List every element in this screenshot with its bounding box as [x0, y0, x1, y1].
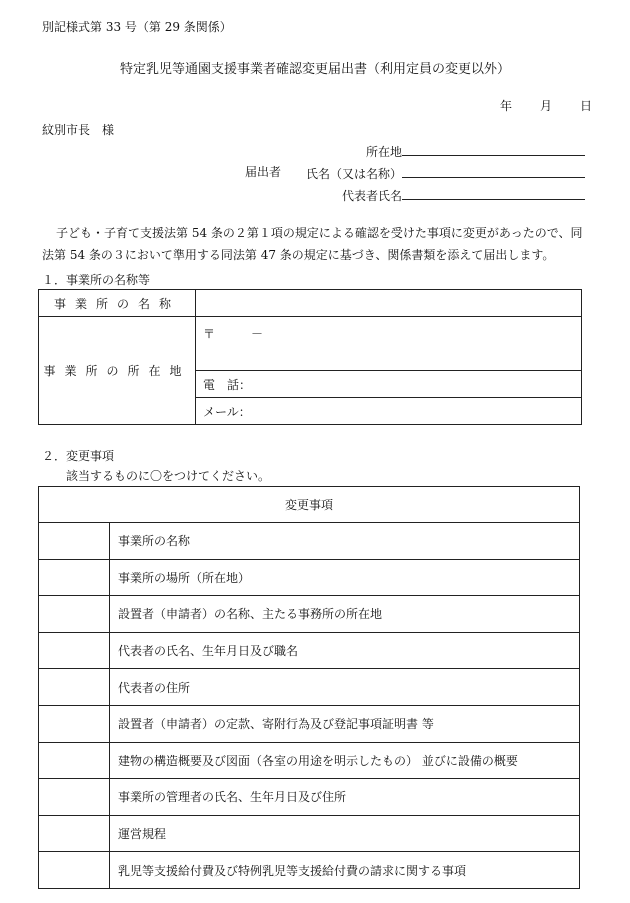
- change-item-label: 運営規程: [110, 815, 580, 852]
- change-item-label: 事業所の場所（所在地）: [110, 559, 580, 596]
- applicant-name-row: [306, 163, 585, 182]
- change-item-mark-cell[interactable]: [39, 852, 110, 889]
- applicant-address-row: [366, 141, 585, 160]
- change-item-row: [39, 705, 580, 742]
- section1-heading: １．事業所の名称等: [42, 273, 151, 287]
- change-item-label: 建物の構造概要及び図面（各室の用途を明示したもの） 並びに設備の概要: [110, 742, 580, 779]
- date-year: 年: [500, 99, 513, 113]
- change-item-row: [39, 523, 580, 560]
- facility-name-field[interactable]: [196, 290, 582, 317]
- change-item-row: [39, 559, 580, 596]
- section2-instruction: 該当するものに〇をつけてください。: [66, 469, 271, 483]
- address-label: 所在地: [366, 145, 403, 159]
- change-item-label: 設置者（申請者）の名称、主たる事務所の所在地: [110, 596, 580, 633]
- change-item-mark-cell[interactable]: [39, 632, 110, 669]
- email-field[interactable]: メール：: [196, 398, 582, 425]
- name-field[interactable]: [402, 163, 585, 178]
- facility-name-label: 事業所の名称: [39, 290, 196, 317]
- form-number: 別記様式第 33 号（第 29 条関係）: [42, 20, 232, 34]
- change-item-label: 事業所の名称: [110, 523, 580, 560]
- change-item-mark-cell[interactable]: [39, 596, 110, 633]
- applicant-heading: 届出者: [245, 165, 282, 179]
- applicant-rep-row: [342, 185, 585, 204]
- facility-address-label: 事業所の所在地: [39, 317, 196, 425]
- date-day: 日: [580, 99, 593, 113]
- date-month: 月: [540, 99, 553, 113]
- change-item-label: 代表者の住所: [110, 669, 580, 706]
- change-item-row: [39, 779, 580, 816]
- phone-field[interactable]: 電 話：: [196, 371, 582, 398]
- change-item-mark-cell[interactable]: [39, 779, 110, 816]
- change-items-table: [38, 486, 580, 889]
- postal-field[interactable]: 〒 －: [196, 317, 582, 371]
- change-item-mark-cell[interactable]: [39, 523, 110, 560]
- addressee: 紋別市長 様: [42, 123, 115, 137]
- change-item-mark-cell[interactable]: [39, 705, 110, 742]
- section2-heading: ２．変更事項: [42, 449, 115, 463]
- change-item-row: [39, 669, 580, 706]
- facility-info-table: [38, 289, 582, 425]
- rep-field[interactable]: [402, 185, 585, 200]
- address-field[interactable]: [402, 141, 585, 156]
- change-item-row: [39, 815, 580, 852]
- change-item-label: 代表者の氏名、生年月日及び職名: [110, 632, 580, 669]
- change-item-mark-cell[interactable]: [39, 815, 110, 852]
- change-item-row: [39, 742, 580, 779]
- change-item-mark-cell[interactable]: [39, 559, 110, 596]
- change-items-header: 変更事項: [39, 487, 580, 523]
- document-title: 特定乳児等通園支援事業者確認変更届出書（利用定員の変更以外）: [119, 62, 510, 77]
- body-text-line-1: 子ども・子育て支援法第 54 条の２第１項の規定による確認を受けた事項に変更があったので、同: [56, 226, 583, 240]
- body-text-line-2: 法第 54 条の３において準用する同法第 47 条の規定に基づき、関係書類を添えて届出します。: [42, 248, 555, 262]
- change-item-row: [39, 852, 580, 889]
- change-item-label: 事業所の管理者の氏名、生年月日及び住所: [110, 779, 580, 816]
- change-item-row: [39, 632, 580, 669]
- change-item-row: [39, 596, 580, 633]
- rep-label: 代表者氏名: [342, 189, 403, 203]
- change-item-label: 乳児等支援給付費及び特例乳児等支援給付費の請求に関する事項: [110, 852, 580, 889]
- change-item-mark-cell[interactable]: [39, 742, 110, 779]
- change-item-mark-cell[interactable]: [39, 669, 110, 706]
- name-label: 氏名（又は名称）: [306, 167, 403, 181]
- date-line: [500, 97, 592, 114]
- change-item-label: 設置者（申請者）の定款、寄附行為及び登記事項証明書 等: [110, 705, 580, 742]
